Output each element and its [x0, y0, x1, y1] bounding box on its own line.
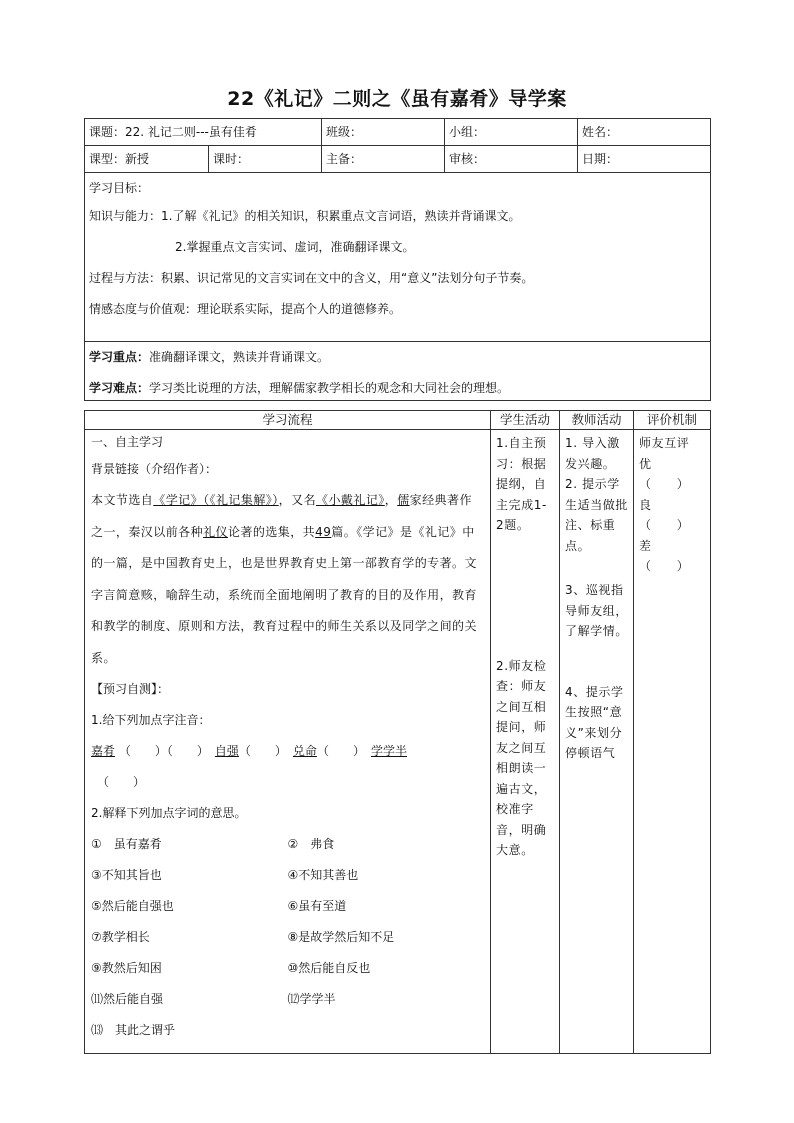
difficulty-text: 学习类比说理的方法，理解儒家教学相长的观念和大同社会的理想。 [149, 381, 510, 395]
period-field: 课时： [209, 146, 322, 173]
header-eval: 评价机制 [634, 411, 711, 430]
definition-item: ⒀ 其此之谓乎 [91, 1023, 176, 1037]
lesson-topic: 课题：22. 礼记二则---虽有佳肴 [85, 119, 322, 146]
background-link: 背景链接（介绍作者）： [91, 462, 218, 476]
eval-peer: 师友互评 [639, 436, 690, 450]
background-paragraph: 本文节选自《学记》（《礼记集解》），又名《小戴礼记》，儒家经典著作之一，秦汉以前各种礼仪论著的选集，共49篇。《学记》是《礼记》中的一篇，是中国教育史上，也是世界教育史上第一部教育学的专著。文字言简意赅，喻辞生动，系统而全面地阐明了教育的目的及作用，教育和教学的制度、原则和方法，教育过程中的师生关系以及同学之间的关系。 [91, 493, 477, 665]
question-1: 1.给下列加点字注音： [91, 713, 211, 727]
page-title: 22《礼记》二则之《虽有嘉肴》导学案 [227, 88, 567, 110]
teacher-activity-4: 4、提示学生按照“意义”来划分停顿语气 [565, 684, 624, 760]
key-points [85, 342, 711, 401]
teacher-activity-2: 2. 提示学生适当做批注、标重点。 [565, 477, 629, 553]
eval-poor-box: （ ） [639, 559, 690, 573]
pinyin-items: 嘉肴 （ ）（ ） 自强（ ） 兑命（ ） 学学半 [91, 744, 407, 758]
preview-heading: 【预习自测】： [91, 682, 170, 696]
definition-item: ③不知其旨也 [91, 868, 162, 882]
definition-item: ④不知其善也 [287, 868, 359, 882]
teacher-activity-1: 1. 导入激发兴趣。 [565, 436, 620, 471]
focus-text: 准确翻译课文，熟读并背诵课文。 [149, 350, 330, 364]
definition-item: ⑨教然后知困 [91, 961, 162, 975]
eval-good: 良 [639, 497, 652, 512]
teacher-activity [560, 430, 634, 1054]
preparer-field: 主备： [322, 146, 445, 173]
definition-item: ⑿学学半 [287, 992, 336, 1006]
eval-excellent: 优 [639, 456, 652, 471]
definition-item: ⑥虽有至道 [287, 899, 347, 913]
evaluation [634, 430, 711, 1054]
definition-items [91, 829, 484, 1046]
question-2: 2.解释下列加点字词的意思。 [91, 806, 247, 820]
goals-heading: 学习目标： [89, 181, 150, 195]
student-activity-1: 1.自主预习：根据提纲，自主完成1-2题。 [496, 436, 547, 532]
definition-item: ① 虽有嘉肴 [91, 837, 162, 851]
learning-goals [85, 173, 711, 342]
definition-item: ⑾然后能自强 [91, 992, 164, 1006]
teacher-activity-3: 3、巡视指导师友组，了解学情。 [565, 583, 629, 638]
date-field: 日期： [578, 146, 711, 173]
flow-content [85, 430, 491, 1054]
definition-item: ⑧是故学然后知不足 [287, 930, 395, 944]
focus-label: 学习重点： [89, 350, 150, 364]
definition-item: ⑩然后能自反也 [287, 961, 371, 975]
group-field: 小组： [445, 119, 578, 146]
goal-knowledge: 知识与能力：1.了解《礼记》的相关知识，积累重点文言词语，熟读并背诵课文。 [89, 209, 521, 223]
name-field: 姓名： [578, 119, 711, 146]
eval-poor: 差 [639, 538, 652, 553]
eval-excellent-box: （ ） [639, 477, 690, 491]
definition-item: ⑤然后能自强也 [91, 899, 174, 913]
class-field: 班级： [322, 119, 445, 146]
flow-table [84, 410, 711, 1054]
header-student: 学生活动 [491, 411, 560, 430]
goal-process: 过程与方法：积累、识记常见的文言实词在文中的含义，用“意义”法划分句子节奏。 [89, 271, 534, 285]
lesson-type: 课型：新授 [85, 146, 209, 173]
pinyin-last: （ ） [97, 775, 146, 789]
eval-good-box: （ ） [639, 518, 690, 532]
header-teacher: 教师活动 [560, 411, 634, 430]
info-table [84, 118, 711, 401]
goal-knowledge-2: 2.掌握重点文言实词、虚词，准确翻译课文。 [175, 240, 415, 254]
student-activity [491, 430, 560, 1054]
definition-item: ② 弗食 [287, 837, 335, 851]
definition-item: ⑦教学相长 [91, 930, 150, 944]
student-activity-2: 2.师友检查：师友之间互相提问，师友之间互相朗读一遍古文，校准字音，明确大意。 [496, 658, 547, 857]
reviewer-field: 审核： [445, 146, 578, 173]
goal-emotion: 情感态度与价值观：理论联系实际，提高个人的道德修养。 [89, 302, 402, 316]
section-self-study: 一、自主学习 [91, 435, 164, 449]
difficulty-label: 学习难点： [89, 381, 150, 395]
header-flow: 学习流程 [85, 411, 491, 430]
